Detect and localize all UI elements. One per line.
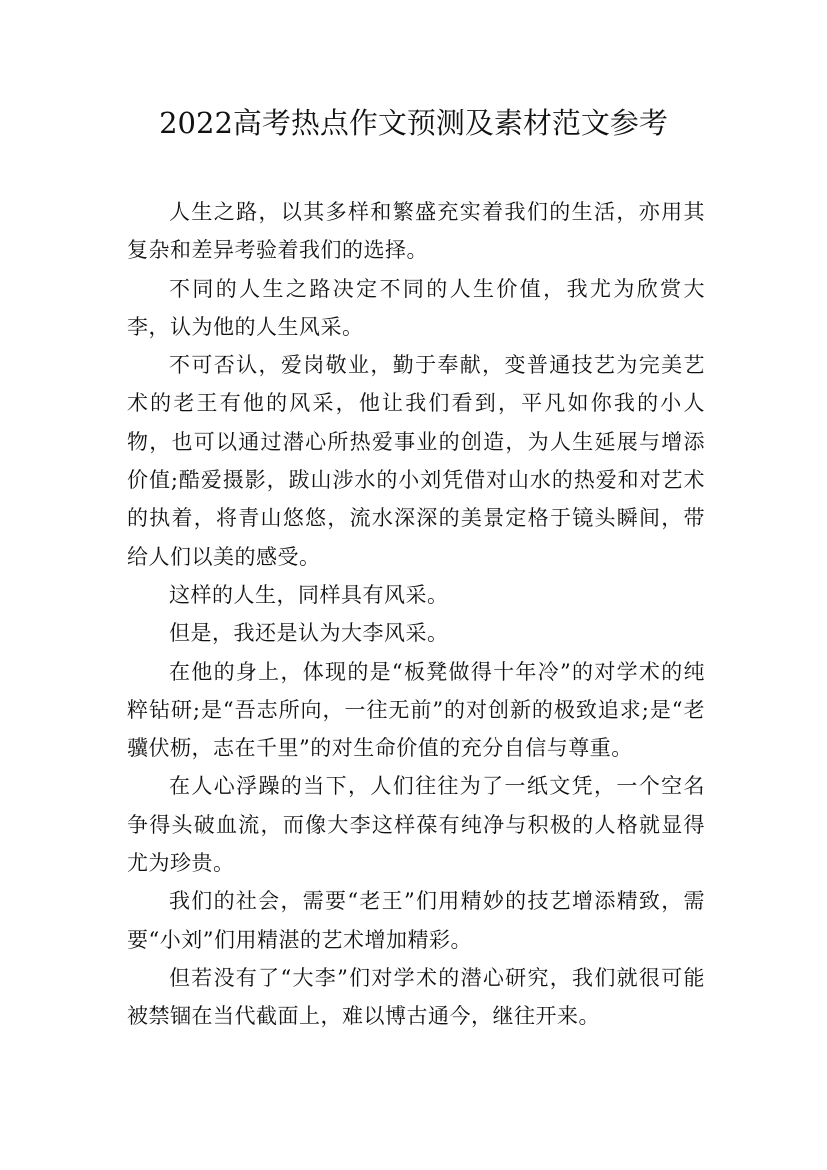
paragraph-2: 不同的人生之路决定不同的人生价值，我尤为欣赏大李，认为他的人生风采。 xyxy=(127,276,705,339)
paragraph-7: 在人心浮躁的当下，人们往往为了一纸文凭，一个空名争得头破血流，而像大李这样葆有纯净与积极的人格就显得尤为珍贵。 xyxy=(127,774,705,876)
paragraph-9: 但若没有了“大李”们对学术的潜心研究，我们就很可能被禁锢在当代截面上，难以博古通今，继往开来。 xyxy=(127,965,705,1029)
paragraph-5: 但是，我还是认为大李风采。 xyxy=(169,621,449,646)
document-body xyxy=(127,193,705,1036)
paragraph-4: 这样的人生，同样具有风采。 xyxy=(169,582,449,607)
document-title: 2022高考热点作文预测及素材范文参考 xyxy=(159,106,668,140)
paragraph-3: 不可否认，爱岗敬业，勤于奉献，变普通技艺为完美艺术的老王有他的风采，他让我们看到，平凡如你我的小人物，也可以通过潜心所热爱事业的创造，为人生延展与增添价值;酷爱摄影，跋山涉水的小刘凭借对山水的热爱和对艺术的执着，将青山悠悠，流水深深的美景定格于镜头瞬间，带给人们以美的感受。 xyxy=(127,353,705,569)
paragraph-8: 我们的社会，需要“老王”们用精妙的技艺增添精致，需要“小刘”们用精湛的艺术增加精彩。 xyxy=(127,889,705,952)
paragraph-6: 在他的身上，体现的是“板凳做得十年冷”的对学术的纯粹钻研;是“吾志所向，一往无前”的对创新的极致追求;是“老骥伏枥，志在千里”的对生命价值的充分自信与尊重。 xyxy=(127,659,705,761)
paragraph-1: 人生之路，以其多样和繁盛充实着我们的生活，亦用其复杂和差异考验着我们的选择。 xyxy=(127,200,705,263)
